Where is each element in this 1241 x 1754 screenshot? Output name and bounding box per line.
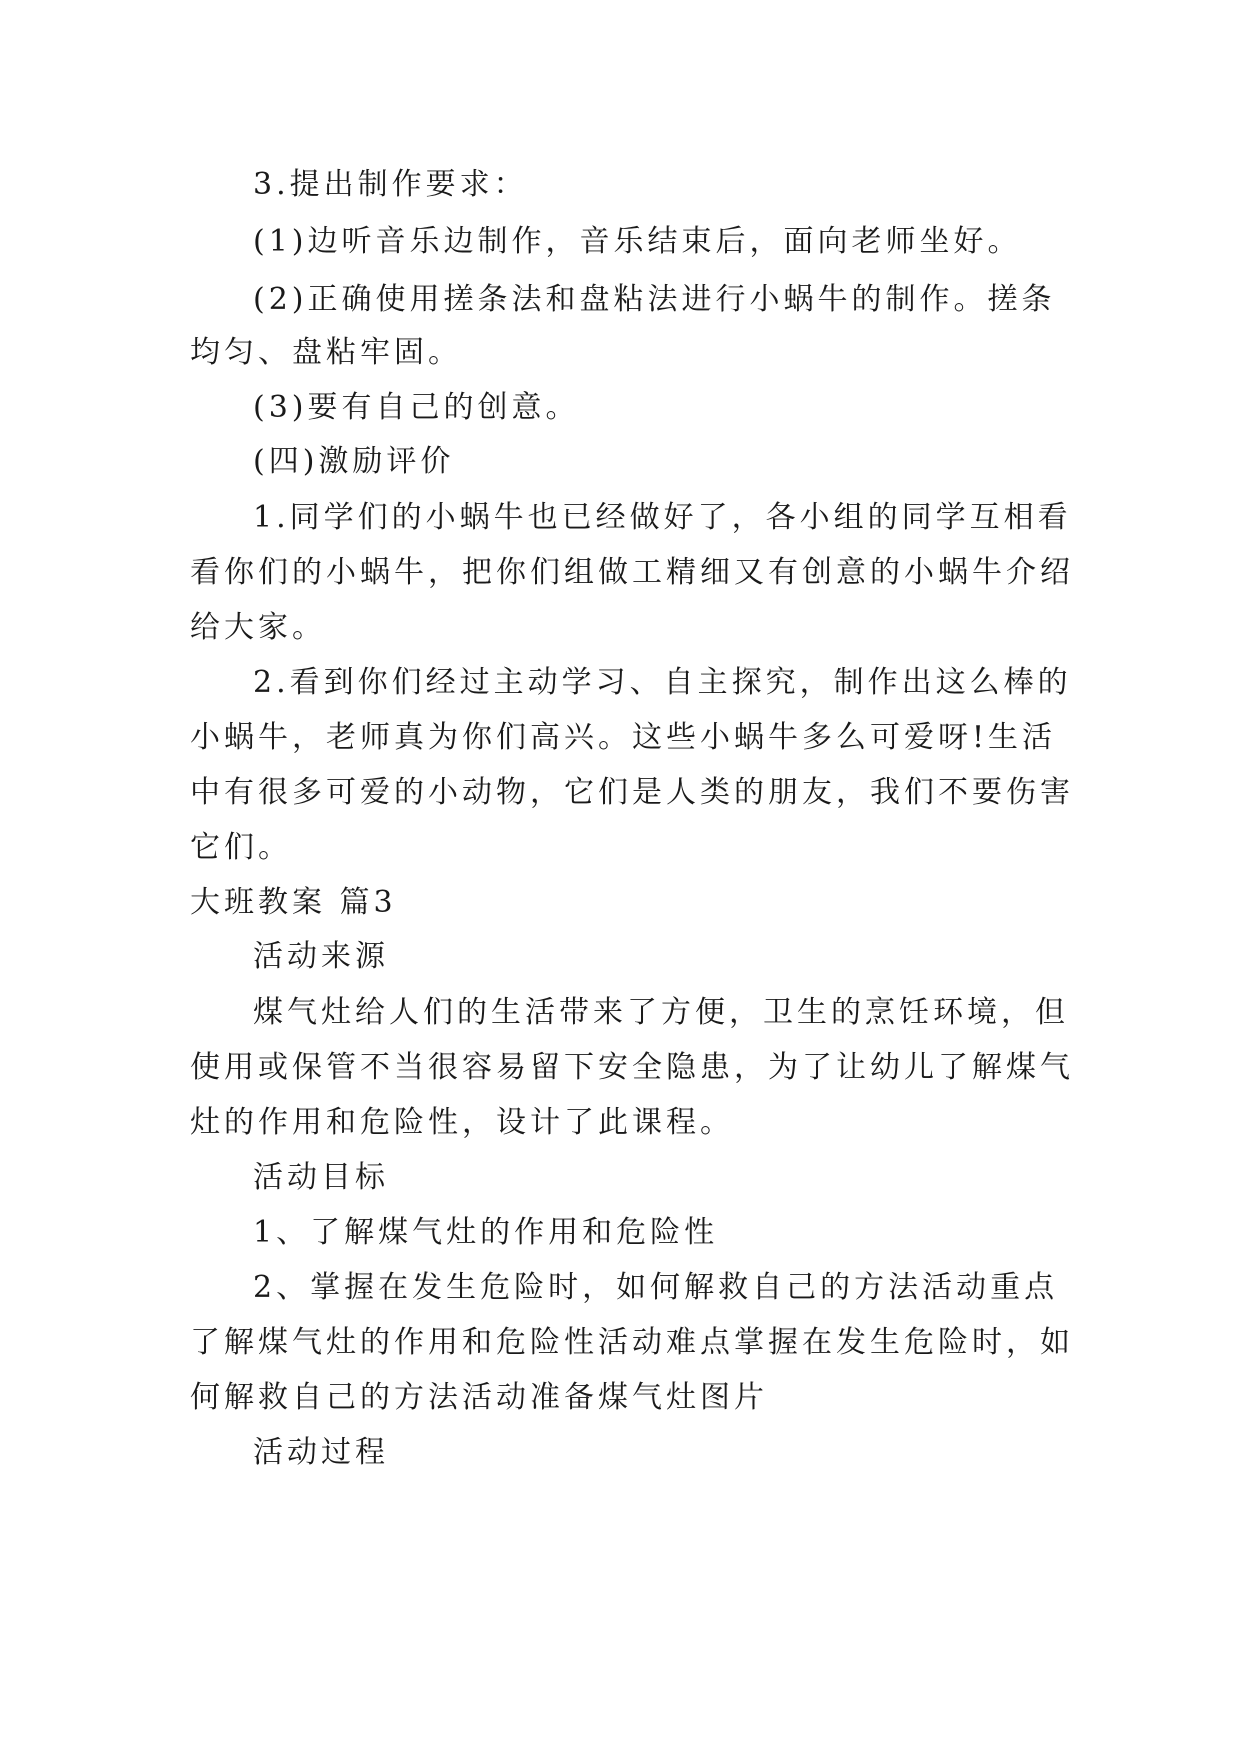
text-line: 灶的作用和危险性，设计了此课程。 [190, 1105, 734, 1140]
text-line: (3)要有自己的创意。 [253, 390, 580, 425]
text-line: 了解煤气灶的作用和危险性活动难点掌握在发生危险时，如 [190, 1325, 1074, 1360]
text-line: 1.同学们的小蜗牛也已经做好了，各小组的同学互相看 [253, 500, 1072, 535]
text-line: 给大家。 [190, 610, 326, 645]
text-line: 2、掌握在发生危险时，如何解救自己的方法活动重点 [253, 1270, 1059, 1305]
section-heading: 活动目标 [253, 1160, 389, 1195]
text-line: 中有很多可爱的小动物，它们是人类的朋友，我们不要伤害 [190, 775, 1074, 810]
text-line: 煤气灶给人们的生活带来了方便，卫生的烹饪环境，但 [253, 995, 1069, 1030]
text-line: 何解救自己的方法活动准备煤气灶图片 [190, 1380, 768, 1415]
text-line: 小蜗牛，老师真为你们高兴。这些小蜗牛多么可爱呀!生活 [190, 720, 1057, 755]
text-line: 2.看到你们经过主动学习、自主探究，制作出这么棒的 [253, 665, 1072, 700]
section-heading: 活动过程 [253, 1435, 389, 1470]
section-heading: 活动来源 [253, 939, 389, 974]
section-title: 大班教案 篇3 [190, 885, 397, 920]
text-line: 均匀、盘粘牢固。 [190, 335, 462, 370]
text-line: (2)正确使用搓条法和盘粘法进行小蜗牛的制作。搓条 [253, 282, 1056, 317]
text-line: 使用或保管不当很容易留下安全隐患，为了让幼儿了解煤气 [190, 1050, 1074, 1085]
text-line: 看你们的小蜗牛，把你们组做工精细又有创意的小蜗牛介绍 [190, 555, 1074, 590]
text-line: 1、了解煤气灶的作用和危险性 [253, 1215, 719, 1250]
text-line: 3.提出制作要求： [253, 167, 528, 202]
section-heading: (四)激励评价 [253, 444, 455, 479]
text-line: (1)边听音乐边制作，音乐结束后，面向老师坐好。 [253, 224, 1022, 259]
text-line: 它们。 [190, 830, 292, 865]
